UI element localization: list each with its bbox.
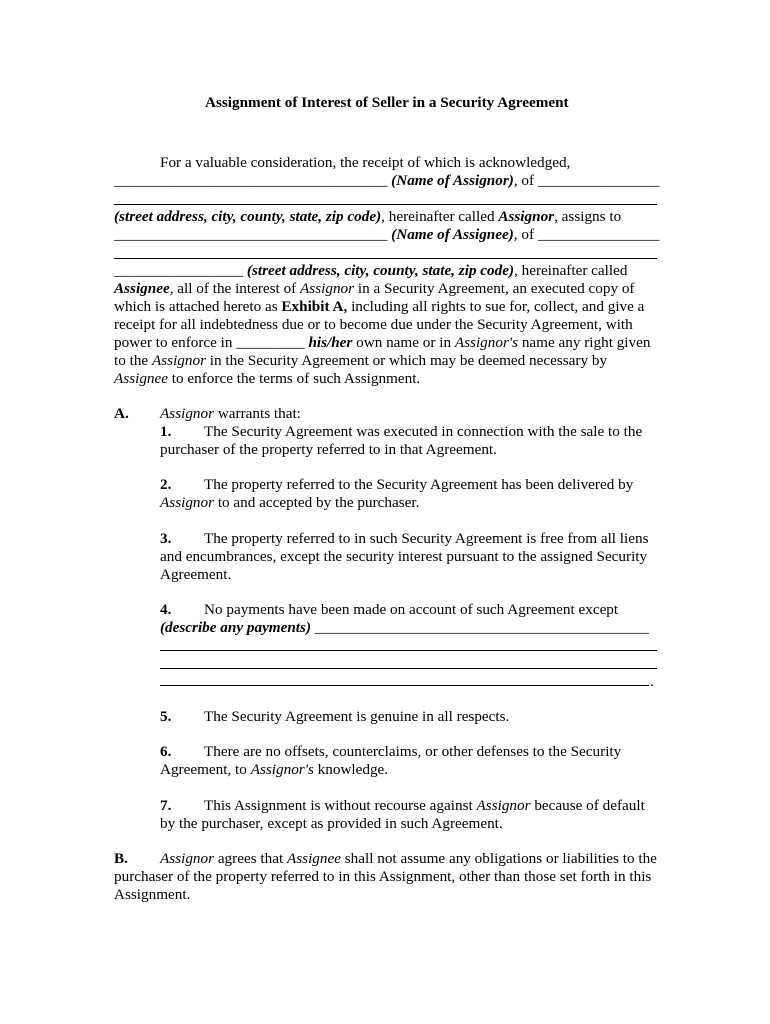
item-4-number: 4.	[160, 601, 172, 618]
intro-line-5	[114, 226, 659, 244]
item-3-line-2: and encumbrances, except the security interest pursuant to the assigned Security	[160, 548, 648, 565]
item-7-number: 7.	[160, 797, 172, 814]
item-7-line-1	[204, 797, 645, 815]
intro-line-4	[114, 208, 621, 226]
of-text: , of	[513, 172, 538, 189]
assignee-term: Assignee	[114, 280, 170, 297]
text: agrees that	[214, 850, 287, 867]
assignee-italic: Assignee	[286, 850, 341, 867]
text: shall not assume any obligations or liabilities to the	[340, 850, 657, 867]
item-7-line-2: by the purchaser, except as provided in such Agreement.	[160, 815, 503, 832]
text: This Assignment is without recourse against	[204, 797, 477, 814]
intro-line-8	[114, 280, 635, 298]
item-3-line-3: Agreement.	[160, 566, 232, 583]
item-5-number: 5.	[160, 708, 172, 725]
assignor-italic: Assignor	[160, 494, 215, 511]
payments-line-3[interactable]	[160, 685, 649, 686]
intro-line-13	[114, 370, 420, 388]
describe-payments-label: (describe any payments)	[160, 619, 311, 636]
text: because of default	[530, 797, 645, 814]
text: own name or in	[352, 334, 455, 351]
text: including all rights to sue for, collect, and give a	[347, 298, 645, 315]
text: warrants that:	[214, 405, 301, 422]
item-3-line-1: The property referred to in such Security Agreement is free from all liens	[204, 530, 649, 547]
section-a-letter: A.	[114, 405, 129, 422]
text: Agreement, to	[160, 761, 251, 778]
assignor-term: Assignor	[498, 208, 555, 225]
payments-period: .	[650, 673, 654, 690]
text: power to enforce in _________	[114, 334, 309, 351]
item-5-line-1: The Security Agreement is genuine in all respects.	[204, 708, 510, 725]
text: to and accepted by the purchaser.	[214, 494, 420, 511]
assignee-italic: Assignee	[114, 370, 168, 387]
item-1-line-1: The Security Agreement was executed in connection with the sale to the	[204, 423, 643, 440]
payments-blank[interactable]: ____________________________________________	[311, 619, 649, 636]
assignor-address-blank[interactable]: ________________	[537, 172, 660, 189]
assignor-italic: Assignor	[151, 352, 206, 369]
text: to enforce the terms of such Assignment.	[168, 370, 421, 387]
section-b-line-1	[160, 850, 657, 868]
payments-line-2[interactable]	[160, 668, 657, 669]
document-title: Assignment of Interest of Seller in a Security Agreement	[205, 94, 569, 111]
name-of-assignee-label: (Name of Assignee)	[391, 226, 514, 243]
section-b-line-2: purchaser of the property referred to in this Assignment, other than those set forth in this	[114, 868, 652, 885]
item-4-line-1: No payments have been made on account of such Agreement except	[204, 601, 619, 618]
section-b-line-3: Assignment.	[114, 886, 191, 903]
item-6-line-2	[160, 761, 388, 779]
text: in a Security Agreement, an executed copy of	[354, 280, 635, 297]
name-of-assignor-label: (Name of Assignor)	[391, 172, 514, 189]
item-1-line-2: purchaser of the property referred to in that Agreement.	[160, 441, 497, 458]
item-6-number: 6.	[160, 743, 172, 760]
assignors-italic: Assignor's	[454, 334, 519, 351]
item-6-line-1: There are no offsets, counterclaims, or other defenses to the Security	[204, 743, 622, 760]
intro-line-12	[114, 352, 607, 370]
assigns-to-text: , assigns to	[554, 208, 622, 225]
intro-line-11	[114, 334, 650, 352]
item-1-number: 1.	[160, 423, 172, 440]
assignor-italic: Assignor	[160, 850, 215, 867]
assignee-address-blank[interactable]: ________________	[537, 226, 660, 243]
assignors-italic: Assignor's	[250, 761, 314, 778]
text: , all of the interest of	[169, 280, 301, 297]
hereinafter-text: , hereinafter called	[381, 208, 499, 225]
assignor-address-line[interactable]	[114, 204, 657, 205]
item-4-line-2	[160, 619, 649, 637]
text: in the Security Agreement or which may be deemed necessary by	[205, 352, 608, 369]
text: which is attached hereto as	[114, 298, 282, 315]
item-2-line-2	[160, 494, 419, 512]
assignor-italic: Assignor	[300, 280, 355, 297]
intro-line-10: receipt for all indebtedness due or to become due under the Security Agreement, with	[114, 316, 633, 333]
item-2-line-1: The property referred to the Security Agreement has been delivered by	[204, 476, 634, 493]
intro-line-9	[114, 298, 644, 316]
assignor-italic: Assignor	[160, 405, 215, 422]
intro-line-1: For a valuable consideration, the receipt of which is acknowledged,	[160, 154, 571, 171]
street-address-label-1: (street address, city, county, state, zip code)	[114, 208, 382, 225]
intro-line-7	[114, 262, 627, 280]
text: knowledge.	[313, 761, 389, 778]
text: name any right given	[518, 334, 651, 351]
intro-line-2	[114, 172, 659, 190]
assignor-italic: Assignor	[476, 797, 531, 814]
section-a-heading	[160, 405, 301, 423]
exhibit-a-label: Exhibit A,	[281, 298, 348, 315]
hereinafter-text-2: , hereinafter called	[514, 262, 628, 279]
street-address-label-2: (street address, city, county, state, zip code)	[246, 262, 515, 279]
payments-line-1[interactable]	[160, 650, 657, 651]
of-text-2: , of	[513, 226, 538, 243]
item-3-number: 3.	[160, 530, 172, 547]
text: to the	[114, 352, 152, 369]
assignee-name-blank[interactable]: ____________________________________	[114, 226, 388, 243]
item-2-number: 2.	[160, 476, 172, 493]
section-b-letter: B.	[114, 850, 128, 867]
assignor-name-blank[interactable]: ____________________________________	[114, 172, 388, 189]
assignee-address-line[interactable]	[114, 258, 657, 259]
his-her-label: his/her	[308, 334, 353, 351]
street-blank-2[interactable]: _________________	[114, 262, 244, 279]
